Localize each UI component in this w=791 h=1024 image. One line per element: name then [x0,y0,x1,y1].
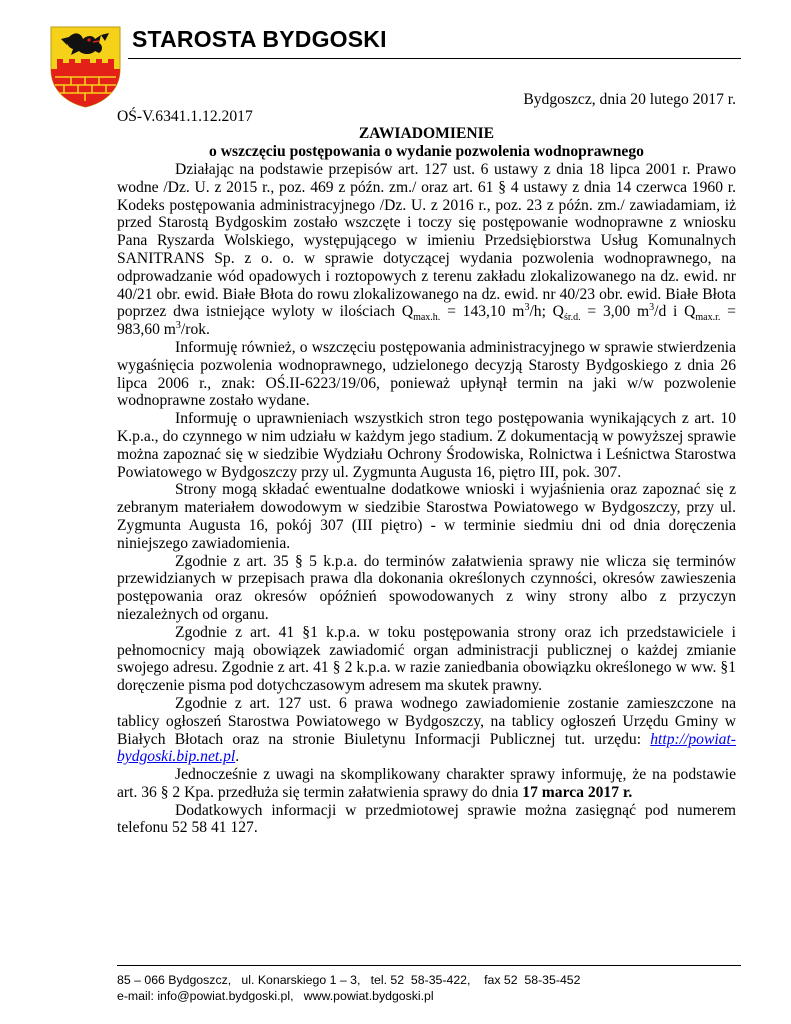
paragraph-2: Informuję również, o wszczęciu postępowania administracyjnego w sprawie stwierdzenia wygaśnięcia pozwolenia wodnoprawnego, udzielonego decyzją Starosty Bydgoskiego z dnia 26 lipca 2006 r., znak: OŚ.II-6223/19/06, ponieważ upłynął termin na jaki w/w pozwolenie wodnoprawne zostało wydane. [117,338,736,410]
footer [117,972,580,1004]
paragraph-1: Działając na podstawie przepisów art. 127 ust. 6 ustawy z dnia 18 lipca 2001 r. Prawo wodne /Dz. U. z 2015 r., poz. 469 z późn. zm./ oraz art. 61 § 4 ustawy z dnia 14 czerwca 1960 r. Kodeks postępowania administracyjnego /Dz. U. z 2016 r., poz. 23 z późn. zm./ zawiadamiam, iż przed Starostą Bydgoskim zostało wszczęte i toczy się postępowanie wodnoprawne z wniosku Pana Ryszarda Wolskiego, występującego w imieniu Przedsiębiorstwa Usług Komunalnych SANITRANS Sp. z o. o. w sprawie dotyczącej wydania pozwolenia wodnoprawnego, na odprowadzanie wód opadowych i roztopowych z terenu zakładu zlokalizowanego na dz. ewid. nr 40/21 obr. ewid. Białe Błota do rowu zlokalizowanego na dz. ewid. nr 40/23 obr. ewid. Białe Błota poprzez dwa istniejące wyloty w ilościach $Q_{max.h.} = 143,10$ $m^3/h$; $Q_{śr.d.} = 3,00$ $m^3/d$ i $Q_{max.r.} = 983,60$ $m^3$/rok. [117,161,736,339]
paragraph-6: Zgodnie z art. 41 §1 k.p.a. w toku postępowania strony oraz ich przedstawiciele i pełnomocnicy mają obowiązek zawiadomić organ administracji publicznej o każdej zmianie swojego adresu. Zgodnie z art. 41 § 2 k.p.a. w razie zaniedbania obowiązku określonego w ww. §1 doręczenie pisma pod dotychczasowym adresem ma skutek prawny. [117,623,736,695]
header-title: STAROSTA BYDGOSKI [132,26,387,52]
footer-divider [117,965,741,966]
paragraph-5: Zgodnie z art. 35 § 5 k.p.a. do terminów załatwienia sprawy nie wlicza się terminów przewidzianych w przepisach prawa dla dokonania określonych czynności, okresów zawieszenia postępowania oraz okresów opóźnień spowodowanych z winy strony albo z przyczyn niezależnych od organu. [117,552,736,623]
paragraph-9: Dodatkowych informacji w przedmiotowej sprawie można zasięgnąć pod numerem telefonu 52 58 41 127. [117,801,736,837]
footer-contact: e-mail: info@powiat.bydgoski.pl, www.powiat.bydgoski.pl [117,989,434,1003]
notice-subtitle: o wszczęciu postępowania o wydanie pozwolenia wodnoprawnego [209,143,644,160]
paragraph-4: Strony mogą składać ewentualne dodatkowe wnioski i wyjaśnienia oraz zapoznać się z zebranym materiałem dowodowym w siedzibie Starostwa Powiatowego w Bydgoszczy, przy ul. Zygmunta Augusta 16, pokój 307 (III piętro) - w terminie siedmiu dni od dnia doręczenia niniejszego zawiadomienia. [117,481,736,552]
notice-title: ZAWIADOMIENIE [358,125,495,142]
paragraph-8: Jednocześnie z uwagi na skomplikowany charakter sprawy informuję, że na podstawie art. 36 § 2 Kpa. przedłuża się termin załatwienia sprawy do dnia 17 marca 2017 r. [117,766,736,801]
paragraph-3: Informuję o uprawnieniach wszystkich stron tego postępowania wynikających z art. 10 K.p.a., do czynnego w nim udziału w każdym jego stadium. Z dokumentacją w powyższej sprawie można zapoznać się w siedzibie Wydziału Ochrony Środowiska, Rolnictwa i Leśnictwa Starostwa Powiatowego w Bydgoszczy przy ul. Zygmunta Augusta 16, piętro III, pok. 307. [117,410,736,481]
reference-number: OŚ-V.6341.1.12.2017 [117,108,253,125]
paragraph-7: Zgodnie z art. 127 ust. 6 prawa wodnego zawiadomienie zostanie zamieszczone na tablicy ogłoszeń Starostwa Powiatowego w Bydgoszczy, na tablicy ogłoszeń Urzędu Gminy w Białych Błotach oraz na stronie Biuletynu Informacji Publicznej tut. urzędu: http://powiat-bydgoski.bip.net.pl. [117,694,736,766]
bip-link[interactable]: http://powiat-bydgoski.bip.net.pl [117,730,736,766]
letter-body [117,161,736,837]
deadline-date: 17 marca 2017 r. [522,783,633,801]
county-coat-of-arms-icon [49,25,122,109]
header-divider [128,58,741,59]
footer-address: 85 – 066 Bydgoszcz, ul. Konarskiego 1 – 3, tel. 52 58-35-422, fax 52 58-35-452 [117,973,581,987]
place-date: Bydgoszcz, dnia 20 lutego 2017 r. [523,91,736,108]
